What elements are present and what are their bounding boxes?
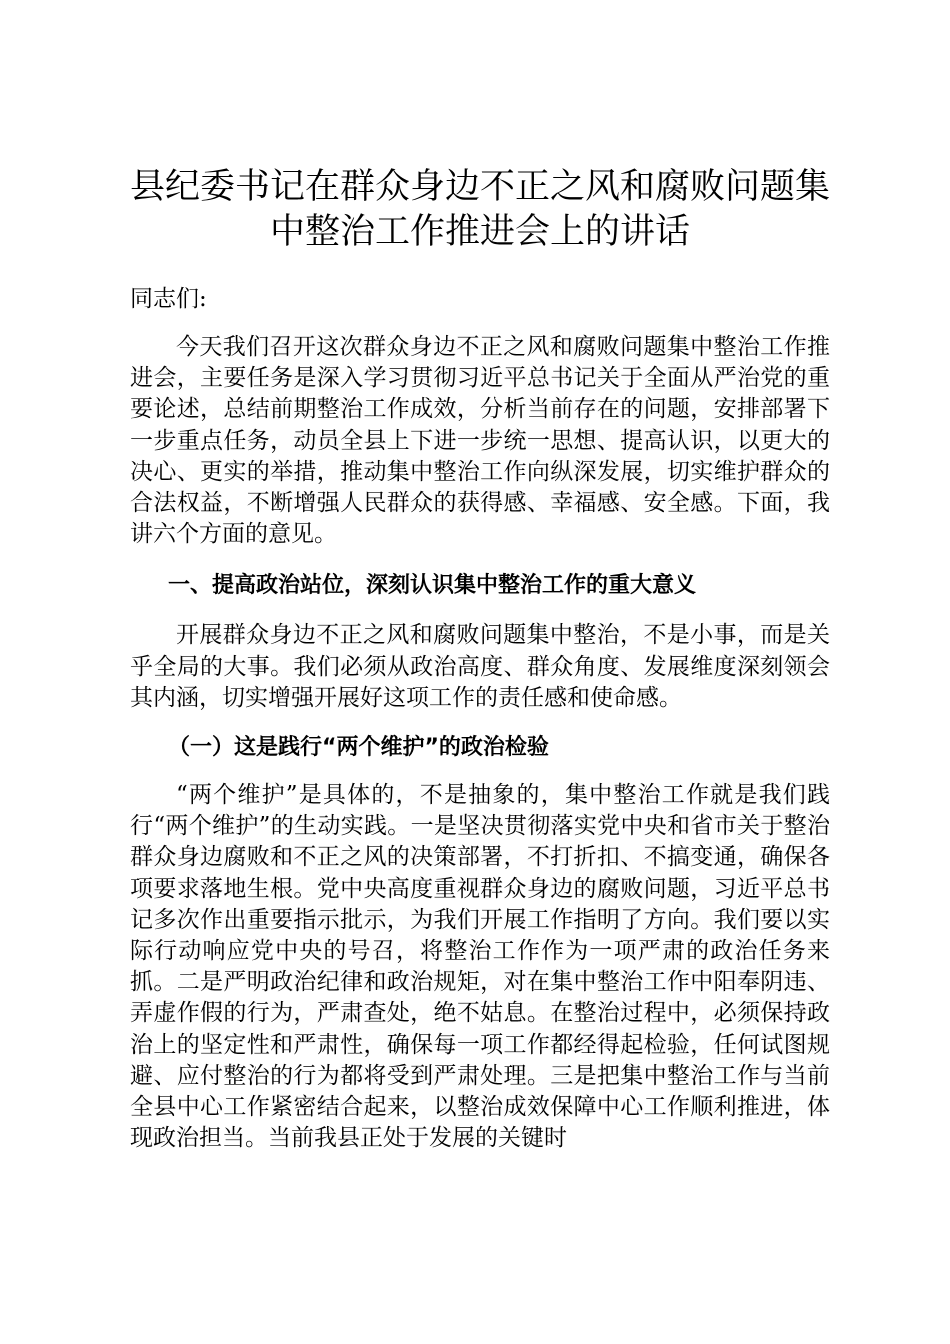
- subsection-heading-1: （一）这是践行“两个维护”的政治检验: [168, 735, 549, 761]
- document-page: [130, 165, 830, 1154]
- section-1-paragraph: 开展群众身边不正之风和腐败问题集中整治，不是小事，而是关乎全局的大事。我们必须从政治高度、群众角度、发展维度深刻领会其内涵，切实增强开展好这项工作的责任感和使命感。: [130, 622, 830, 711]
- section-heading-1: 一、提高政治站位，深刻认识集中整治工作的重大意义: [168, 573, 697, 599]
- opening-paragraph: 今天我们召开这次群众身边不正之风和腐败问题集中整治工作推进会，主要任务是深入学习贯彻习近平总书记关于全面从严治党的重要论述，总结前期整治工作成效，分析当前存在的问题，安排部署下一步重点任务，动员全县上下进一步统一思想、提高认识，以更大的决心、更实的举措，推动集中整治工作向纵深发展，切实维护群众的合法权益，不断增强人民群众的获得感、幸福感、安全感。下面，我讲六个方面的意见。: [130, 334, 830, 548]
- salutation: 同志们:: [130, 286, 207, 312]
- document-title: 县纪委书记在群众身边不正之风和腐败问题集中整治工作推进会上的讲话: [130, 167, 831, 252]
- subsection-1-paragraph: “两个维护”是具体的，不是抽象的，集中整治工作就是我们践行“两个维护”的生动实践。一是坚决贯彻落实党中央和省市关于整治群众身边腐败和不正之风的决策部署，不打折扣、不搞变通，确保各项要求落地生根。党中央高度重视群众身边的腐败问题，习近平总书记多次作出重要指示批示，为我们开展工作指明了方向。我们要以实际行动响应党中央的号召，将整治工作作为一项严肃的政治任务来抓。二是严明政治纪律和政治规矩，对在集中整治工作中阳奉阴违、弄虚作假的行为，严肃查处，绝不姑息。在整治过程中，必须保持政治上的坚定性和严肃性，确保每一项工作都经得起检验，任何试图规避、应付整治的行为都将受到严肃处理。三是把集中整治工作与当前全县中心工作紧密结合起来，以整治成效保障中心工作顺利推进，体现政治担当。当前我县正处于发展的关键时: [130, 782, 830, 1152]
